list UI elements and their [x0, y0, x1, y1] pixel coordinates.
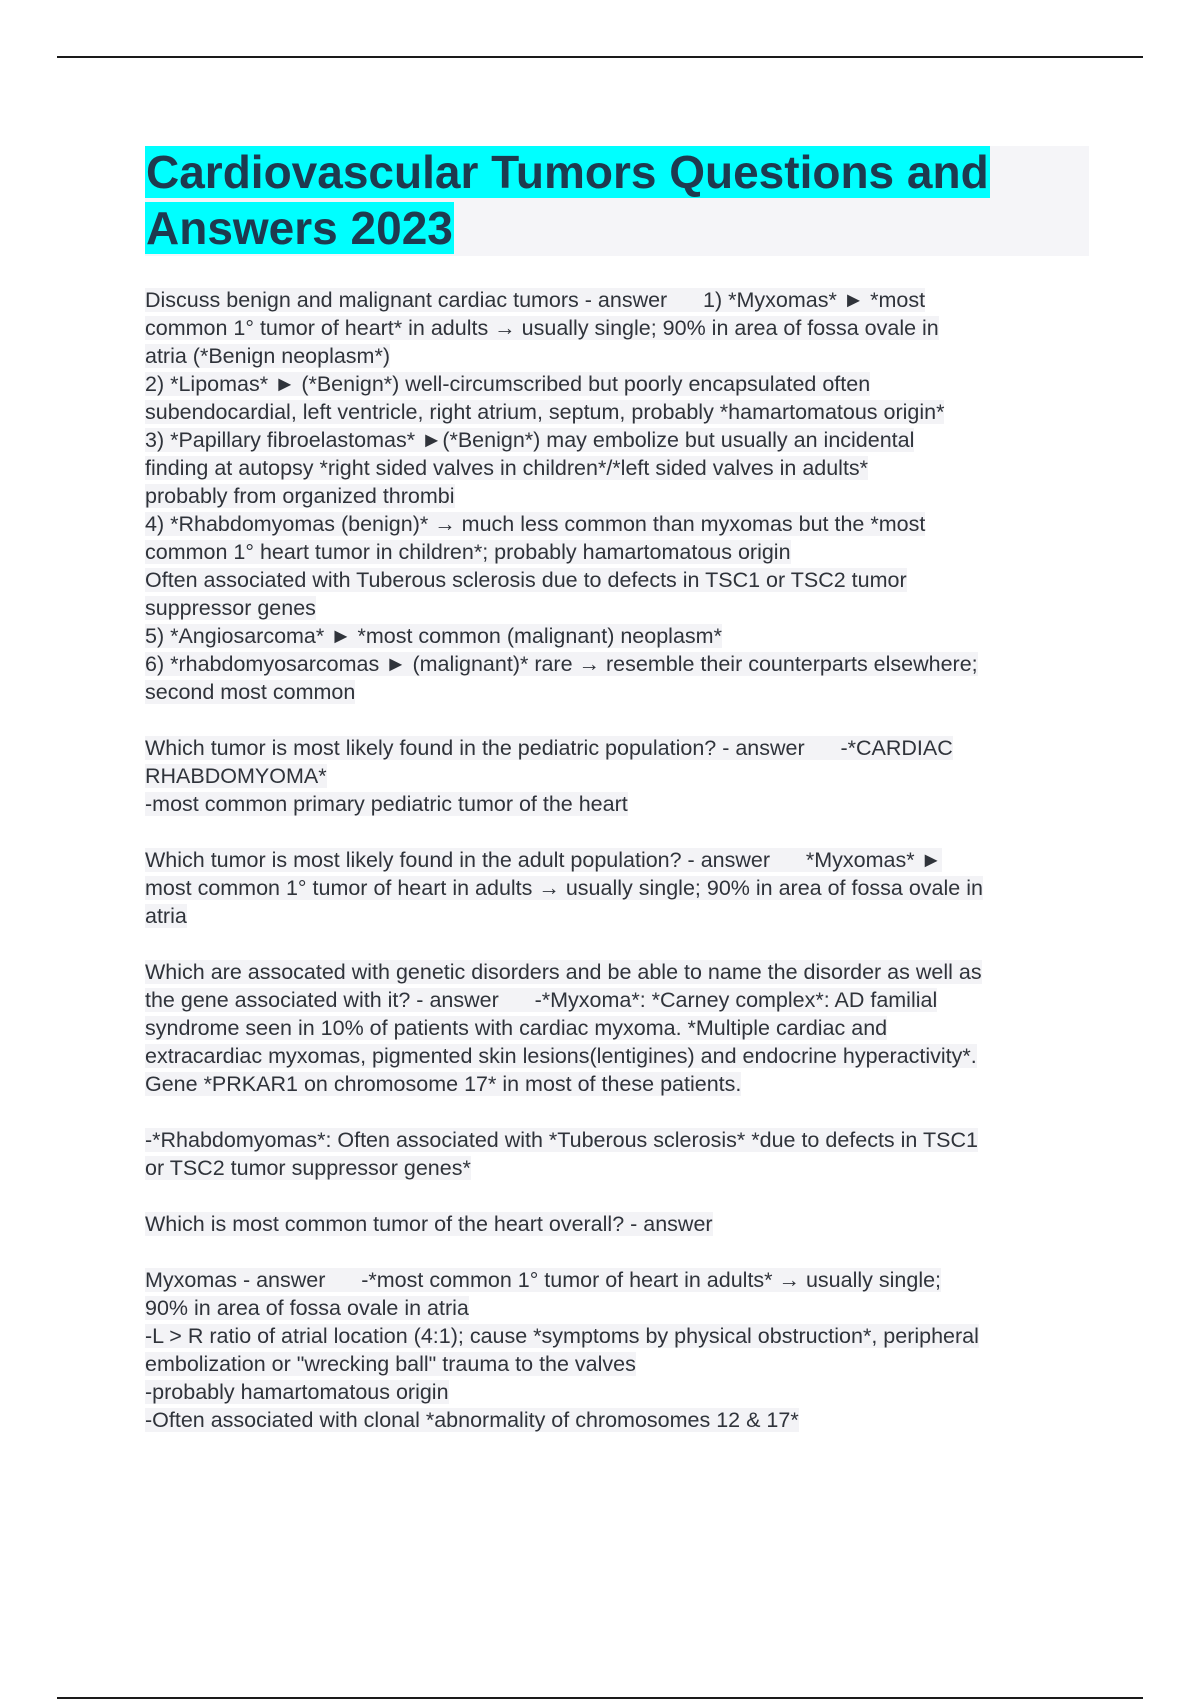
text-line — [145, 874, 1095, 902]
paragraph-gap — [145, 1182, 1095, 1210]
text-line-content: atria — [145, 904, 187, 928]
document-title — [145, 144, 1089, 256]
text-line — [145, 1070, 1095, 1098]
text-line-content: Myxomas - answer -*most common 1° tumor of heart in adults* → usually single; — [145, 1268, 942, 1292]
text-line — [145, 1266, 1095, 1294]
paragraph-gap — [145, 930, 1095, 958]
text-line-content: -L > R ratio of atrial location (4:1); cause *symptoms by physical obstruction*, peripheral — [145, 1324, 979, 1348]
text-line — [145, 594, 1095, 622]
text-line — [145, 902, 1095, 930]
text-line-content: probably from organized thrombi — [145, 484, 455, 508]
qa-paragraph — [145, 958, 1095, 1098]
text-line-content: syndrome seen in 10% of patients with cardiac myxoma. *Multiple cardiac and — [145, 1016, 888, 1040]
text-line-content: subendocardial, left ventricle, right atrium, septum, probably *hamartomatous origin* — [145, 400, 945, 424]
paragraph-gap — [145, 706, 1095, 734]
document-body — [145, 286, 1095, 1434]
text-line — [145, 678, 1095, 706]
text-line — [145, 286, 1095, 314]
text-line-content: Which is most common tumor of the heart overall? - answer — [145, 1212, 713, 1236]
text-line — [145, 734, 1095, 762]
text-line-content: common 1° tumor of heart* in adults → usually single; 90% in area of fossa ovale in — [145, 316, 939, 340]
text-line-content: Discuss benign and malignant cardiac tumors - answer 1) *Myxomas* ► *most — [145, 288, 926, 312]
text-line — [145, 482, 1095, 510]
text-line-content: embolization or "wrecking ball" trauma to the valves — [145, 1352, 636, 1376]
text-line — [145, 1210, 1095, 1238]
text-line — [145, 1014, 1095, 1042]
text-line-content: extracardiac myxomas, pigmented skin lesions(lentigines) and endocrine hyperactivity*. — [145, 1044, 977, 1068]
text-line-content: 5) *Angiosarcoma* ► *most common (malignant) neoplasm* — [145, 624, 722, 648]
paragraph-gap — [145, 1098, 1095, 1126]
text-line — [145, 342, 1095, 370]
text-line — [145, 314, 1095, 342]
qa-paragraph — [145, 846, 1095, 930]
text-line-content: atria (*Benign neoplasm*) — [145, 344, 390, 368]
text-line-content: or TSC2 tumor suppressor genes* — [145, 1156, 471, 1180]
paragraph-gap — [145, 1238, 1095, 1266]
text-line — [145, 1042, 1095, 1070]
text-line — [145, 790, 1095, 818]
title-line-2: Answers 2023 — [146, 202, 453, 254]
text-line-content: 4) *Rhabdomyomas (benign)* → much less common than myxomas but the *most — [145, 512, 926, 536]
text-line-content: Gene *PRKAR1 on chromosome 17* in most of these patients. — [145, 1072, 742, 1096]
text-line-content: 2) *Lipomas* ► (*Benign*) well-circumscribed but poorly encapsulated often — [145, 372, 871, 396]
text-line — [145, 566, 1095, 594]
text-line — [145, 538, 1095, 566]
text-line-content: Which tumor is most likely found in the adult population? - answer *Myxomas* ► — [145, 848, 942, 872]
text-line — [145, 1406, 1095, 1434]
header-rule — [57, 56, 1143, 58]
text-line-content: Which tumor is most likely found in the pediatric population? - answer -*CARDIAC — [145, 736, 953, 760]
text-line — [145, 1126, 1095, 1154]
text-line-content: finding at autopsy *right sided valves in children*/*left sided valves in adults* — [145, 456, 869, 480]
text-line — [145, 1294, 1095, 1322]
text-line-content: suppressor genes — [145, 596, 316, 620]
text-line-content: -*Rhabdomyomas*: Often associated with *Tuberous sclerosis* *due to defects in TSC1 — [145, 1128, 978, 1152]
text-line — [145, 426, 1095, 454]
qa-paragraph — [145, 1266, 1095, 1434]
text-line — [145, 846, 1095, 874]
text-line — [145, 762, 1095, 790]
text-line — [145, 454, 1095, 482]
text-line-content: most common 1° tumor of heart in adults → usually single; 90% in area of fossa ovale in — [145, 876, 983, 900]
text-line-content: 6) *rhabdomyosarcomas ► (malignant)* rare → resemble their counterparts elsewhere; — [145, 652, 978, 676]
text-line — [145, 622, 1095, 650]
text-line-content: -Often associated with clonal *abnormality of chromosomes 12 & 17* — [145, 1408, 799, 1432]
qa-paragraph — [145, 734, 1095, 818]
text-line-content: common 1° heart tumor in children*; probably hamartomatous origin — [145, 540, 791, 564]
text-line — [145, 986, 1095, 1014]
text-line-content: the gene associated with it? - answer -*Myxoma*: *Carney complex*: AD familial — [145, 988, 938, 1012]
text-line — [145, 650, 1095, 678]
text-line — [145, 370, 1095, 398]
footer-rule — [57, 1697, 1143, 1699]
text-line — [145, 1154, 1095, 1182]
text-line — [145, 1350, 1095, 1378]
text-line — [145, 398, 1095, 426]
text-line — [145, 1378, 1095, 1406]
qa-paragraph — [145, 286, 1095, 706]
text-line — [145, 958, 1095, 986]
text-line — [145, 510, 1095, 538]
text-line-content: RHABDOMYOMA* — [145, 764, 327, 788]
qa-paragraph — [145, 1126, 1095, 1182]
text-line — [145, 1322, 1095, 1350]
text-line-content: second most common — [145, 680, 356, 704]
paragraph-gap — [145, 818, 1095, 846]
text-line-content: 3) *Papillary fibroelastomas* ►(*Benign*) may embolize but usually an incidental — [145, 428, 915, 452]
qa-paragraph — [145, 1210, 1095, 1238]
text-line-content: Often associated with Tuberous sclerosis due to defects in TSC1 or TSC2 tumor — [145, 568, 907, 592]
text-line-content: Which are assocated with genetic disorders and be able to name the disorder as well as — [145, 960, 982, 984]
text-line-content: 90% in area of fossa ovale in atria — [145, 1296, 469, 1320]
title-line-1: Cardiovascular Tumors Questions and — [146, 146, 989, 198]
text-line-content: -most common primary pediatric tumor of the heart — [145, 792, 628, 816]
text-line-content: -probably hamartomatous origin — [145, 1380, 449, 1404]
